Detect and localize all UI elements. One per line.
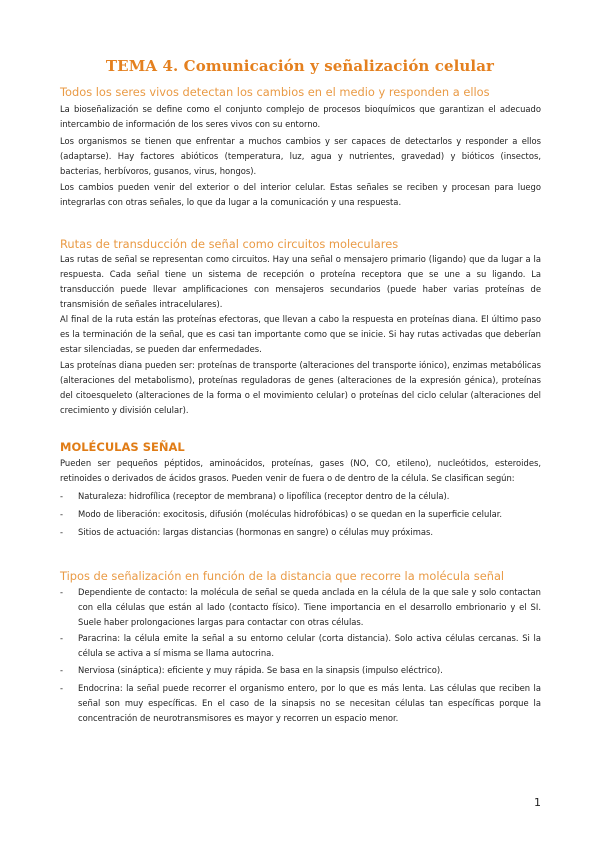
bullet-marker: -	[60, 633, 64, 643]
list-item	[60, 631, 541, 661]
bullet-marker: -	[60, 491, 64, 501]
paragraph: Pueden ser pequeños péptidos, aminoácidos, proteínas, gases (NO, CO, etileno), nucleótidos, esteroides, retinoides o derivados de ácidos grasos. Pueden venir de fuera o de dentro de la célula. Se clasifican según:	[60, 458, 541, 483]
list-item-text: Sitios de actuación: largas distancias (hormonas en sangre) o células muy próximas.	[78, 527, 434, 537]
paragraph: Al final de la ruta están las proteínas efectoras, que llevan a cabo la respuesta en proteínas diana. El último paso es la terminación de la señal, que es casi tan importante como que se inicie. Si hay rutas activadas que deberían estar silenciadas, se pueden dar enfermedades.	[60, 314, 541, 354]
paragraph: La bioseñalización se define como el conjunto complejo de procesos bioquímicos que garantizan el adecuado intercambio de información de los seres vivos con su entorno.	[60, 104, 541, 129]
list-item-text: Paracrina: la célula emite la señal a su entorno celular (corta distancia). Solo activa células cercanas. Si la célula se activa a sí misma se llama autocrina.	[78, 633, 541, 658]
list-item	[60, 507, 541, 522]
bullet-marker: -	[60, 509, 64, 519]
list-item	[60, 681, 541, 726]
paragraph: Los cambios pueden venir del exterior o del interior celular. Estas señales se reciben y procesan para luego integrarlas con otras señales, lo que da lugar a la comunicación y una respuesta.	[60, 182, 541, 207]
list-item	[60, 663, 541, 678]
list-item-text: Naturaleza: hidrofílica (receptor de membrana) o lipofílica (receptor dentro de la célula).	[78, 491, 450, 501]
page-title: TEMA 4. Comunicación y señalización celular	[105, 57, 495, 75]
list-item-text: Nerviosa (sináptica): eficiente y muy rápida. Se basa en la sinapsis (impulso eléctrico).	[78, 665, 443, 675]
list-item-text: Endocrina: la señal puede recorrer el organismo entero, por lo que es más lenta. Las células que reciben la señal son muy específicas. En el caso de la sinapsis no se necesitan células tan específicas porque la concentración de neurotransmisores es mayor y recorren un espacio menor.	[78, 683, 541, 723]
page-number: 1	[534, 796, 541, 809]
list-item	[60, 585, 541, 630]
section-heading-seres-vivos: Todos los seres vivos detectan los cambios en el medio y responden a ellos	[60, 85, 490, 99]
paragraph: Los organismos se tienen que enfrentar a muchos cambios y ser capaces de detectarlos y responder a ellos (adaptarse). Hay factores abióticos (temperatura, luz, agua y nutrientes, gravedad) y bióticos (insectos, bacterias, herbívoros, gusanos, virus, hongos).	[60, 136, 541, 176]
bullet-marker: -	[60, 527, 64, 537]
bullet-marker: -	[60, 665, 64, 675]
list-item	[60, 525, 541, 540]
list-item-text: Dependiente de contacto: la molécula de señal se queda anclada en la célula de la que sale y solo contactan con ella células que están al lado (contacto físico). Tiene importancia en el desarrollo embrionario y el SI. Suele haber prolongaciones largas para contactar con otras células.	[78, 587, 541, 627]
section-heading-tipos-senalizacion: Tipos de señalización en función de la distancia que recorre la molécula señal	[60, 569, 505, 583]
bullet-marker: -	[60, 587, 64, 597]
section-heading-moleculas-senal: MOLÉCULAS SEÑAL	[60, 440, 185, 454]
paragraph: Las proteínas diana pueden ser: proteínas de transporte (alteraciones del transporte iónico), enzimas metabólicas (alteraciones del metabolismo), proteínas reguladoras de genes (alteraciones de la expresión génica), proteínas del citoesqueleto (alteraciones de la forma o el movimiento celular) o proteínas del ciclo celular (alteraciones del crecimiento y división celular).	[60, 360, 541, 415]
list-item	[60, 489, 541, 504]
section-heading-rutas-transduccion: Rutas de transducción de señal como circuitos moleculares	[60, 237, 399, 251]
paragraph: Las rutas de señal se representan como circuitos. Hay una señal o mensajero primario (ligando) que da lugar a la respuesta. Cada señal tiene un sistema de recepción o proteína receptora que se une a su ligando. La transducción puede llevar amplificaciones con mensajeros secundarios (puede haber varias proteínas de transmisión de señales intracelulares).	[60, 254, 541, 309]
bullet-marker: -	[60, 683, 64, 693]
list-item-text: Modo de liberación: exocitosis, difusión (moléculas hidrofóbicas) o se quedan en la superficie celular.	[78, 509, 503, 519]
